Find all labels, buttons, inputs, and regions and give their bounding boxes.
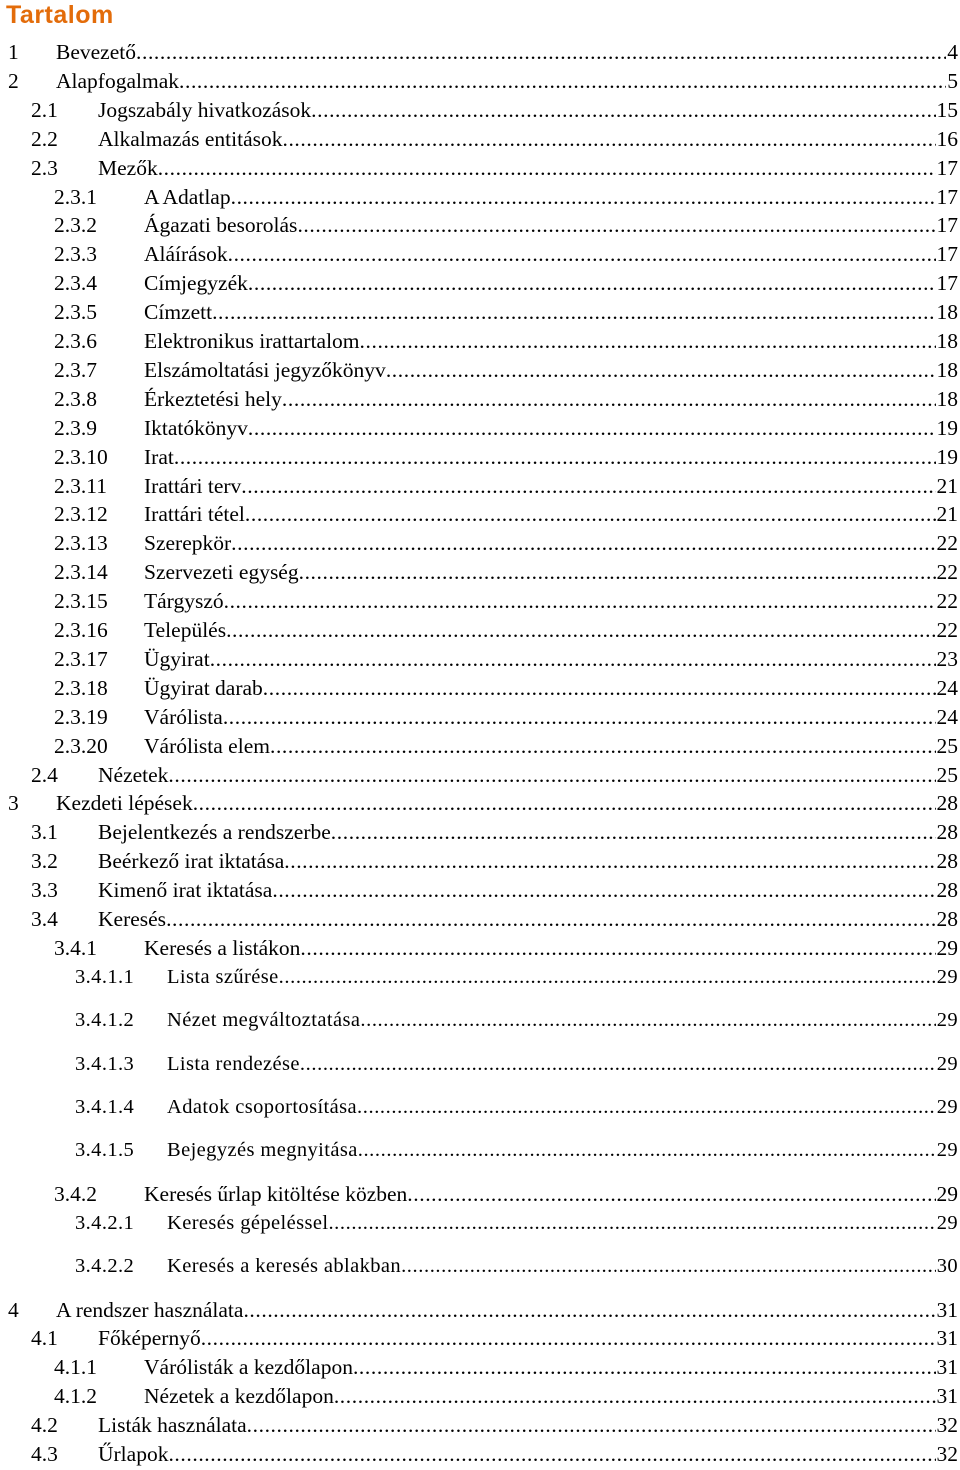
toc-entry-page: 25 <box>936 733 958 758</box>
toc-entry-page: 31 <box>936 1297 958 1322</box>
toc-entry[interactable] <box>54 732 958 760</box>
toc-entry-page: 29 <box>936 935 958 960</box>
toc-entry-page: 30 <box>936 1255 958 1278</box>
toc-entry-number: 2.3.8 <box>54 386 97 411</box>
toc-entry-page: 5 <box>947 68 958 93</box>
toc-entry-title: Bevezető <box>56 40 136 64</box>
toc-entry-page: 31 <box>936 1326 958 1351</box>
toc-entry-title: Nézetek <box>98 762 169 787</box>
toc-entry-title: Címjegyzék <box>144 271 248 296</box>
toc-entry[interactable] <box>54 1382 958 1410</box>
toc-entry-page: 28 <box>936 791 958 816</box>
toc-entry-title: Keresés gépeléssel <box>167 1211 329 1234</box>
toc-entry-title: Aláírások <box>144 242 228 267</box>
toc-entry[interactable] <box>54 616 958 644</box>
toc-entry[interactable] <box>8 67 958 95</box>
toc-dot-leader <box>360 327 936 355</box>
toc-entry-number: 2.3.13 <box>54 531 108 556</box>
toc-entry-page: 32 <box>936 1413 958 1438</box>
toc-entry[interactable] <box>54 443 958 471</box>
toc-entry[interactable] <box>54 1180 958 1208</box>
toc-entry-title: Iktatókönyv <box>144 415 248 440</box>
toc-dot-leader <box>282 125 935 153</box>
toc-entry[interactable] <box>31 1411 958 1439</box>
toc-entry-number: 2.3.20 <box>54 733 108 758</box>
toc-entry-title: Irattári terv <box>144 473 242 498</box>
toc-entry-title: Kimenő irat iktatása <box>98 878 273 903</box>
toc-entry-page: 4 <box>947 40 958 64</box>
toc-entry-page: 17 <box>936 184 958 209</box>
toc-entry-page: 17 <box>936 242 958 267</box>
toc-entry[interactable] <box>31 847 958 875</box>
toc-entry-page: 22 <box>936 560 958 585</box>
toc-dot-leader <box>248 269 936 297</box>
toc-entry[interactable] <box>75 963 958 991</box>
toc-dot-leader <box>226 616 935 644</box>
toc-entry-title: Alapfogalmak <box>56 68 179 93</box>
toc-dot-leader <box>300 1050 936 1078</box>
toc-entry-number: 2.2 <box>31 126 58 151</box>
toc-entry[interactable] <box>31 876 958 904</box>
toc-entry-title: Keresés a listákon <box>144 935 301 960</box>
toc-entry-number: 2.1 <box>31 97 58 122</box>
toc-entry-number: 3.4.2 <box>54 1181 97 1206</box>
toc-entry[interactable] <box>54 269 958 297</box>
toc-entry-title: Várólista elem <box>144 733 270 758</box>
toc-entry[interactable] <box>31 761 958 789</box>
toc-dot-leader <box>311 96 935 124</box>
toc-entry-number: 2.3.12 <box>54 502 108 527</box>
toc-entry-number: 2.3 <box>31 155 58 180</box>
toc-entry[interactable] <box>31 125 958 153</box>
toc-title: Tartalom <box>6 1 114 29</box>
toc-entry-title: A Adatlap <box>144 184 231 209</box>
toc-dot-leader <box>299 558 936 586</box>
toc-entry[interactable] <box>54 500 958 528</box>
toc-entry-number: 2.3.7 <box>54 357 97 382</box>
toc-entry-title: Keresés űrlap kitöltése közben <box>144 1181 408 1206</box>
toc-entry-title: Beérkező irat iktatása <box>98 849 285 874</box>
toc-entry-number: 4.1.1 <box>54 1355 97 1380</box>
toc-entry-title: Nézetek a kezdőlapon <box>144 1384 334 1409</box>
toc-entry-number: 3.4 <box>31 907 58 931</box>
toc-dot-leader <box>407 1180 935 1208</box>
toc-dot-leader <box>357 1093 936 1121</box>
toc-entry-number: 2 <box>8 68 19 93</box>
toc-entry-title: Alkalmazás entitások <box>98 126 283 151</box>
toc-entry-number: 3 <box>8 791 19 816</box>
toc-entry[interactable] <box>8 38 958 66</box>
toc-dot-leader <box>158 154 936 182</box>
toc-entry-title: Szerepkör <box>144 531 232 556</box>
toc-dot-leader <box>279 963 936 991</box>
toc-entry-title: Település <box>144 618 227 642</box>
toc-entry-number: 4.1.2 <box>54 1384 97 1409</box>
toc-entry-title: Irattári tétel <box>144 502 245 527</box>
toc-dot-leader <box>231 529 935 557</box>
toc-entry-title: Várólisták a kezdőlapon <box>144 1355 353 1380</box>
toc-dot-leader <box>360 1006 935 1034</box>
toc-entry[interactable] <box>75 1136 958 1164</box>
toc-entry-number: 3.3 <box>31 878 58 903</box>
toc-entry-number: 3.4.1 <box>54 935 97 960</box>
toc-entry-page: 22 <box>936 618 958 642</box>
toc-entry-title: Főképernyő <box>98 1326 201 1351</box>
toc-entry[interactable] <box>54 934 958 962</box>
toc-entry[interactable] <box>54 472 958 500</box>
toc-dot-leader <box>334 1382 936 1410</box>
toc-dot-leader <box>210 645 936 673</box>
toc-entry[interactable] <box>31 1440 958 1468</box>
toc-entry-number: 2.3.9 <box>54 415 97 440</box>
toc-entry-number: 2.3.6 <box>54 329 97 353</box>
toc-dot-leader <box>168 761 935 789</box>
toc-entry-title: Elszámoltatási jegyzőkönyv <box>144 357 386 382</box>
toc-entry-number: 2.3.2 <box>54 213 97 238</box>
toc-entry-number: 3.4.1.4 <box>75 1096 135 1118</box>
toc-dot-leader <box>193 789 936 817</box>
toc-entry-number: 2.3.19 <box>54 704 108 729</box>
toc-dot-leader <box>174 443 936 471</box>
toc-entry-page: 29 <box>936 1009 958 1032</box>
toc-entry-title: Várólista <box>144 704 223 729</box>
toc-entry-page: 18 <box>936 329 958 353</box>
toc-entry-number: 3.4.1.3 <box>75 1052 135 1075</box>
toc-entry-title: Lista rendezése <box>167 1052 300 1075</box>
toc-entry-page: 18 <box>936 386 958 411</box>
toc-entry-title: Lista szűrése <box>167 965 279 988</box>
toc-entry-page: 28 <box>936 907 958 931</box>
toc-dot-leader <box>300 934 935 962</box>
toc-entry-title: Elektronikus irattartalom <box>144 329 360 353</box>
toc-entry[interactable] <box>54 414 958 442</box>
toc-entry[interactable] <box>8 1296 958 1324</box>
toc-dot-leader <box>136 38 946 66</box>
toc-entry-page: 32 <box>936 1442 958 1466</box>
toc-dot-leader <box>284 847 935 875</box>
toc-entry-number: 2.3.18 <box>54 675 108 700</box>
toc-dot-leader <box>212 298 935 326</box>
toc-dot-leader <box>223 703 936 731</box>
toc-entry-number: 3.1 <box>31 820 58 845</box>
toc-entry-number: 2.3.11 <box>54 473 107 498</box>
toc-entry-number: 2.4 <box>31 762 58 787</box>
toc-dot-leader <box>353 1353 936 1381</box>
toc-entry-page: 18 <box>936 300 958 325</box>
toc-dot-leader <box>328 1209 935 1237</box>
toc-entry-number: 3.4.1.5 <box>75 1139 135 1162</box>
toc-entry-title: Tárgyszó <box>144 589 224 614</box>
toc-entry-page: 29 <box>936 1181 958 1206</box>
toc-entry-page: 17 <box>936 155 958 180</box>
toc-dot-leader <box>331 818 936 846</box>
toc-entry-number: 2.3.17 <box>54 646 108 671</box>
toc-entry-page: 29 <box>936 1052 958 1075</box>
toc-dot-leader <box>224 587 936 615</box>
toc-dot-leader <box>201 1324 936 1352</box>
toc-entry-title: A rendszer használata <box>56 1297 244 1322</box>
toc-dot-leader <box>248 414 936 442</box>
toc-entry-page: 31 <box>936 1355 958 1380</box>
toc-entry-number: 2.3.15 <box>54 589 108 614</box>
toc-entry-number: 2.3.4 <box>54 271 97 296</box>
toc-dot-leader <box>272 876 935 904</box>
toc-entry-page: 17 <box>936 213 958 238</box>
toc-entry[interactable] <box>54 298 958 326</box>
toc-entry[interactable] <box>31 1324 958 1352</box>
toc-entry[interactable] <box>54 587 958 615</box>
toc-entry[interactable] <box>8 789 958 817</box>
toc-entry-page: 29 <box>936 965 958 988</box>
toc-entry[interactable] <box>75 1050 958 1078</box>
toc-entry-page: 21 <box>936 502 958 527</box>
toc-entry-title: Adatok csoportosítása <box>167 1096 358 1118</box>
toc-entry-number: 2.3.1 <box>54 184 97 209</box>
toc-entry[interactable] <box>31 96 958 124</box>
toc-entry[interactable] <box>31 905 958 933</box>
toc-dot-leader <box>231 183 936 211</box>
toc-entry-title: Irat <box>144 444 174 469</box>
toc-entry-number: 4.1 <box>31 1326 58 1351</box>
toc-entry-page: 28 <box>936 820 958 845</box>
toc-entry[interactable] <box>54 674 958 702</box>
toc-entry-page: 22 <box>936 589 958 614</box>
toc-entry-number: 3.4.2.2 <box>75 1255 135 1278</box>
toc-entry[interactable] <box>54 356 958 384</box>
toc-entry[interactable] <box>31 818 958 846</box>
toc-entry[interactable] <box>31 154 958 182</box>
toc-entry-page: 23 <box>936 646 958 671</box>
toc-dot-leader <box>297 211 935 239</box>
toc-dot-leader <box>247 1411 936 1439</box>
toc-entry[interactable] <box>54 529 958 557</box>
toc-dot-leader <box>228 240 936 268</box>
toc-entry-title: Ügyirat darab <box>144 675 263 700</box>
toc-dot-leader <box>358 1136 936 1164</box>
toc-entry-page: 24 <box>936 675 958 700</box>
toc-entry-number: 3.2 <box>31 849 58 874</box>
toc-entry-number: 2.3.16 <box>54 618 108 642</box>
toc-entry-page: 15 <box>936 97 958 122</box>
toc-entry-number: 4.2 <box>31 1413 58 1438</box>
toc-entry-title: Űrlapok <box>98 1442 169 1466</box>
toc-dot-leader <box>401 1252 936 1280</box>
toc-entry-number: 4 <box>8 1297 19 1322</box>
toc-entry-page: 28 <box>936 849 958 874</box>
toc-entry-title: Bejelentkezés a rendszerbe <box>98 820 331 845</box>
toc-entry-page: 29 <box>936 1139 958 1162</box>
toc-dot-leader <box>245 500 936 528</box>
toc-entry[interactable] <box>54 703 958 731</box>
toc-entry-number: 3.4.2.1 <box>75 1211 135 1234</box>
toc-entry-page: 22 <box>936 531 958 556</box>
toc-entry-page: 18 <box>936 357 958 382</box>
toc-entry[interactable] <box>54 183 958 211</box>
toc-dot-leader <box>263 674 936 702</box>
toc-entry[interactable] <box>54 385 958 413</box>
toc-entry-title: Érkeztetési hely <box>144 386 282 411</box>
toc-entry-title: Mezők <box>98 155 158 180</box>
toc-dot-leader <box>241 472 935 500</box>
toc-entry-title: Jogszabály hivatkozások <box>98 97 312 122</box>
toc-entry-page: 19 <box>936 444 958 469</box>
toc-entry-number: 2.3.14 <box>54 560 108 585</box>
toc-entry[interactable] <box>54 240 958 268</box>
toc-entry-page: 21 <box>936 473 958 498</box>
toc-entry[interactable] <box>75 1093 958 1121</box>
toc-entry-page: 25 <box>936 762 958 787</box>
toc-entry-page: 24 <box>936 704 958 729</box>
toc-dot-leader <box>168 1440 935 1468</box>
toc-entry-title: Keresés <box>98 907 167 931</box>
toc-dot-leader <box>270 732 936 760</box>
toc-entry-title: Ügyirat <box>144 646 210 671</box>
toc-entry-title: Szervezeti egység <box>144 560 299 585</box>
toc-entry-page: 31 <box>936 1384 958 1409</box>
toc-entry-page: 19 <box>936 415 958 440</box>
toc-entry-number: 3.4.1.1 <box>75 965 135 988</box>
toc-entry-number: 2.3.3 <box>54 242 97 267</box>
toc-entry-number: 1 <box>8 40 19 64</box>
toc-entry-title: Ágazati besorolás <box>144 213 298 238</box>
toc-entry[interactable] <box>54 1353 958 1381</box>
toc-entry[interactable] <box>75 1006 958 1034</box>
toc-entry-title: Listák használata <box>98 1413 247 1438</box>
toc-entry-title: Keresés a keresés ablakban <box>167 1255 402 1278</box>
toc-dot-leader <box>282 385 936 413</box>
toc-entry-title: Címzett <box>144 300 213 325</box>
toc-dot-leader <box>166 905 935 933</box>
toc-entry-number: 3.4.1.2 <box>75 1009 135 1032</box>
toc-entry-number: 2.3.5 <box>54 300 97 325</box>
toc-entry[interactable] <box>54 211 958 239</box>
toc-entry-title: Nézet megváltoztatása <box>167 1009 361 1032</box>
toc-dot-leader <box>386 356 936 384</box>
toc-entry[interactable] <box>54 558 958 586</box>
toc-entry[interactable] <box>75 1252 958 1280</box>
toc-entry-title: Kezdeti lépések <box>56 791 193 816</box>
toc-entry-page: 28 <box>936 878 958 903</box>
toc-entry[interactable] <box>54 645 958 673</box>
toc-dot-leader <box>179 67 946 95</box>
toc-entry-page: 16 <box>936 126 958 151</box>
toc-entry-page: 29 <box>936 1096 958 1118</box>
toc-entry-page: 29 <box>936 1211 958 1234</box>
toc-entry-page: 17 <box>936 271 958 296</box>
toc-entry[interactable] <box>75 1209 958 1237</box>
toc-entry-number: 2.3.10 <box>54 444 108 469</box>
toc-entry-title: Bejegyzés megnyitása <box>167 1139 358 1162</box>
toc-entry[interactable] <box>54 327 958 355</box>
toc-entry-number: 4.3 <box>31 1442 58 1466</box>
toc-dot-leader <box>243 1296 935 1324</box>
